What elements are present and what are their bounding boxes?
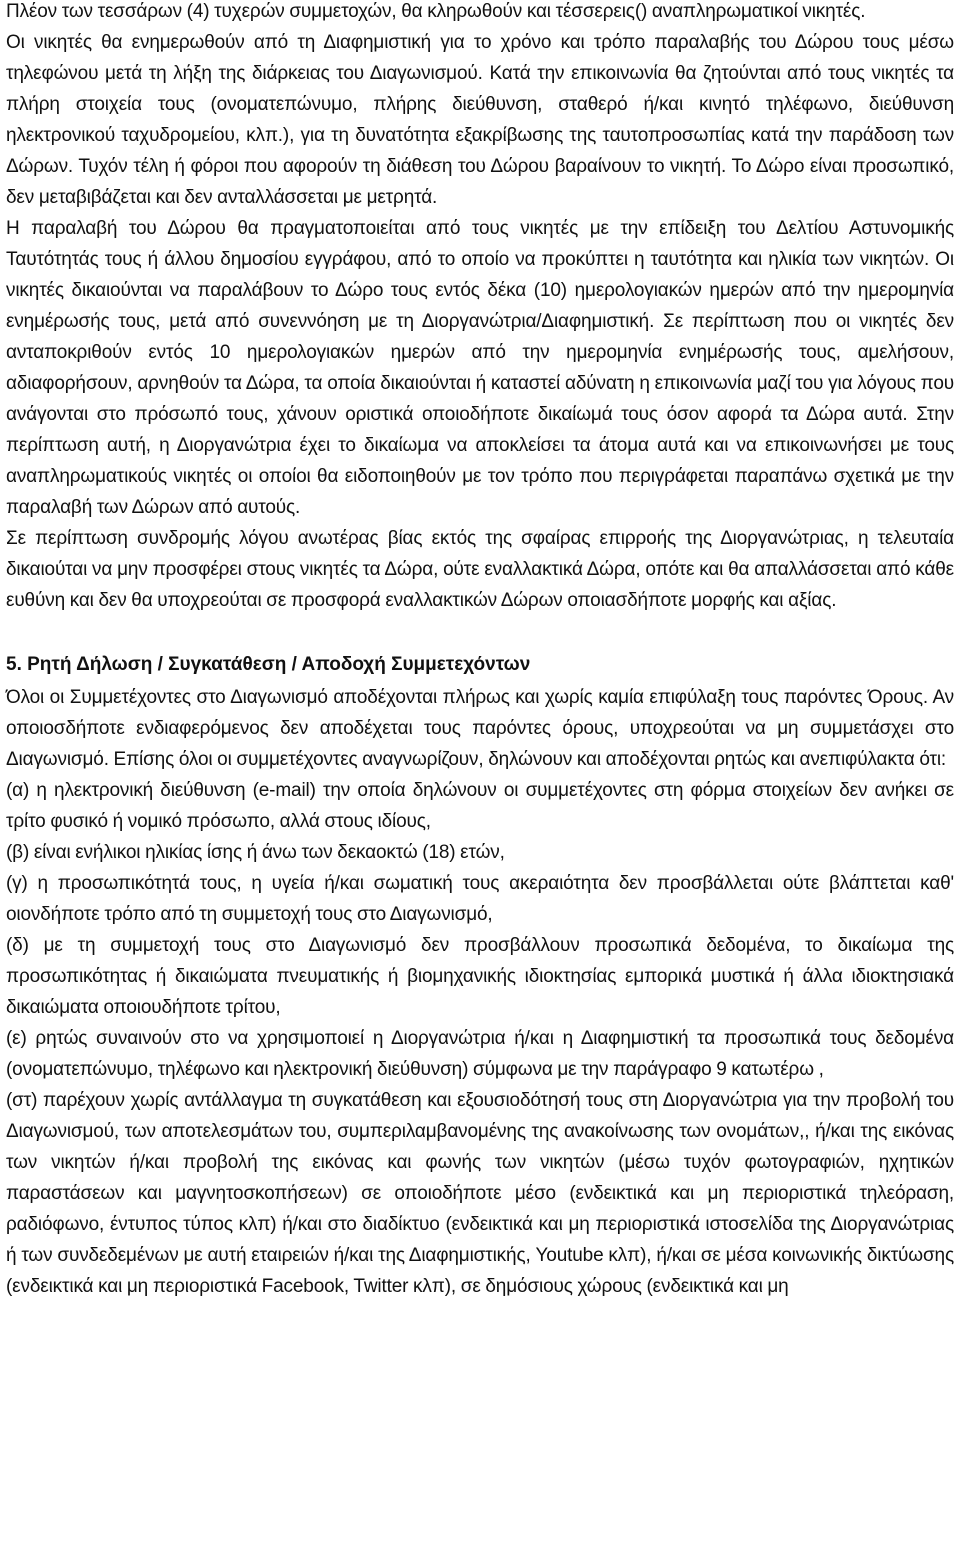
section-heading: 5. Ρητή Δήλωση / Συγκατάθεση / Αποδοχή Συμμετεχόντων bbox=[6, 654, 531, 675]
prize-terms-block bbox=[6, 0, 954, 616]
paragraph-acceptance: Όλοι οι Συμμετέχοντες στο Διαγωνισμό αποδέχονται πλήρως και χωρίς καμία επιφύλαξη τους παρόντες Όρους. Αν οποιοσδήποτε ενδιαφερόμενος δεν αποδέχεται τους παρόντες όρους, υποχρεούται να μη συμμετάσχει στο Διαγωνισμό. Επίσης όλοι οι συμμετέχοντες αναγνωρίζουν, δηλώνουν και αποδέχονται ρητώς και ανεπιφύλακτα ότι: bbox=[6, 687, 954, 770]
clause-a-email: (α) η ηλεκτρονική διεύθυνση (e-mail) την οποία δηλώνουν οι συμμετέχοντες στη φόρμα στοιχείων δεν ανήκει σε τρίτο φυσικό ή νομικό πρόσωπο, αλλά στους ιδίους, bbox=[6, 780, 954, 832]
paragraph-prize-collection: Η παραλαβή του Δώρου θα πραγματοποιείται από τους νικητές με την επίδειξη του Δελτίου Αστυνομικής Ταυτότητάς τους ή άλλου δημοσίου εγγράφου, από το οποίο να προκύπτει η ταυτότητα και ηλικία των νικητών. Οι νικητές δικαιούνται να παραλάβουν το Δώρο τους εντός δέκα (10) ημερολογιακών ημερών από την ημερομηνία ενημέρωσής τους, μετά από συνεννόηση με τη Διοργανώτρια/Διαφημιστική. Σε περίπτωση που οι νικητές δεν ανταποκριθούν εντός 10 ημερολογιακών ημερών από την ημερομηνία ενημέρωσής τους, αμελήσουν, αδιαφορήσουν, αρνηθούν τα Δώρα, τα οποία δικαιούνται ή καταστεί αδύνατη η επικοινωνία μαζί του για λόγους που ανάγονται στο πρόσωπό τους, χάνουν οριστικά οποιοδήποτε δικαίωμά τους όσον αφορά τα Δώρα αυτά. Στην περίπτωση αυτή, η Διοργανώτρια έχει το δικαίωμα να αποκλείσει τα άτομα αυτά και να επικοινωνήσει με τους αναπληρωματικούς νικητές οι οποίοι θα ειδοποιηθούν με τον τρόπο που περιγράφεται παραπάνω σχετικά με την παραλαβή των Δώρων από αυτούς. bbox=[6, 218, 954, 518]
section-5 bbox=[6, 649, 954, 1302]
clause-st-consent: (στ) παρέχουν χωρίς αντάλλαγμα τη συγκατάθεση και εξουσιοδότησή τους στη Διοργανώτρια για την προβολή του Διαγωνισμού, των αποτελεσμάτων του, συμπεριλαμβανομένης της ανακοίνωσης των ονομάτων,, ή/και της εικόνας των νικητών ή/και προβολή της εικόνας και φωνής των νικητών (μέσω τυχόν φωτογραφιών, ηχητικών παραστάσεων και μαγνητοσκοπήσεων) σε οποιοδήποτε μέσο (ενδεικτικά και μη περιοριστικά τηλεόραση, ραδιόφωνο, έντυπος τύπος κλπ) ή/και στο διαδίκτυο (ενδεικτικά και μη περιοριστικά ιστοσελίδα της Διοργανώτριας ή των συνδεδεμένων με αυτή εταιρειών ή/και της Διαφημιστικής, Youtube κλπ), ή/και σε μέσα κοινωνικής δικτύωσης (ενδεικτικά και μη περιοριστικά Facebook, Twitter κλπ), σε δημόσιους χώρους (ενδεικτικά και μη bbox=[6, 1090, 954, 1297]
clause-d-rights: (δ) με τη συμμετοχή τους στο Διαγωνισμό δεν προσβάλλουν προσωπικά δεδομένα, το δικαίωμα της προσωπικότητας ή δικαιώματα πνευματικής ή βιομηχανικής ιδιοκτησίας εμπορικά μυστικά ή άλλα ιδιοκτησιακά δικαιώματα οποιουδήποτε τρίτου, bbox=[6, 935, 954, 1018]
paragraph-force-majeure: Σε περίπτωση συνδρομής λόγου ανωτέρας βίας εκτός της σφαίρας επιρροής της Διοργανώτριας, η τελευταία δικαιούται να μην προσφέρει στους νικητές τα Δώρα, ούτε εναλλακτικά Δώρα, οπότε και θα απαλλάσσεται από κάθε ευθύνη και δεν θα υποχρεούται σε προσφορά εναλλακτικών Δώρων οποιασδήποτε μορφής και αξίας. bbox=[6, 528, 954, 611]
clause-e-personal-data: (ε) ρητώς συναινούν στο να χρησιμοποιεί η Διοργανώτρια ή/και η Διαφημιστική τα προσωπικά τους δεδομένα (ονοματεπώνυμο, τηλέφωνο και ηλεκτρονική διεύθυνση) σύμφωνα με την παράγραφο 9 κατωτέρω , bbox=[6, 1028, 954, 1080]
section-spacer bbox=[6, 616, 954, 647]
clause-c-personality: (γ) η προσωπικότητά τους, η υγεία ή/και σωματική τους ακεραιότητα δεν προσβάλλεται ούτε βλάπτεται καθ' οιονδήποτε τρόπο από τη συμμετοχή τους στο Διαγωνισμό, bbox=[6, 873, 954, 925]
clause-b-age: (β) είναι ενήλικοι ηλικίας ίσης ή άνω των δεκαοκτώ (18) ετών, bbox=[6, 842, 505, 863]
paragraph-winner-notification: Οι νικητές θα ενημερωθούν από τη Διαφημιστική για το χρόνο και τρόπο παραλαβής του Δώρου τους μέσω τηλεφώνου μετά τη λήξη της διάρκειας του Διαγωνισμού. Κατά την επικοινωνία θα ζητούνται από τους νικητές τα πλήρη στοιχεία τους (ονοματεπώνυμο, πλήρης διεύθυνση, σταθερό ή/και κινητό τηλέφωνο, διεύθυνση ηλεκτρονικού ταχυδρομείου, κλπ.), για τη δυνατότητα εξακρίβωσης της ταυτοπροσωπίας κατά την παράδοση των Δώρων. Τυχόν τέλη ή φόροι που αφορούν τη διάθεση του Δώρου βαραίνουν το νικητή. Το Δώρο είναι προσωπικό, δεν μεταβιβάζεται και δεν ανταλλάσσεται με μετρητά. bbox=[6, 32, 954, 208]
paragraph-alternate-winners: Πλέον των τεσσάρων (4) τυχερών συμμετοχών, θα κληρωθούν και τέσσερεις() αναπληρωματικοί νικητές. bbox=[6, 1, 866, 22]
